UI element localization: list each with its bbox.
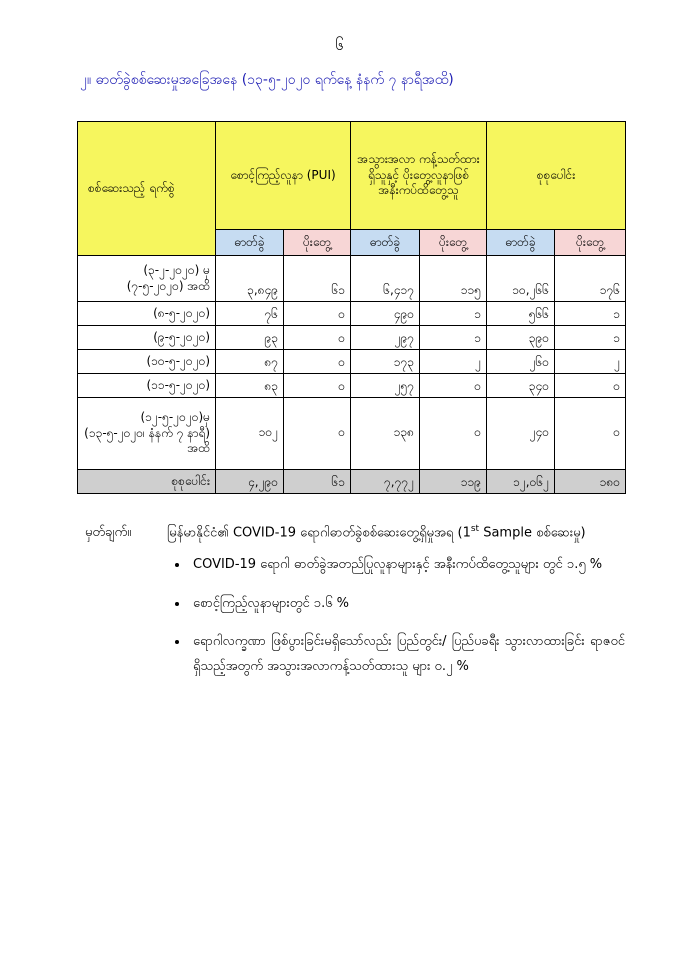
cell-contacts-tested: ၄၉၀: [351, 302, 420, 326]
cell-total-positive: ၂: [555, 350, 626, 374]
table-row: [78, 374, 626, 398]
cell-contacts-positive: ၀: [420, 374, 487, 398]
note-intro-text: မြန်မာနိုင်ငံ၏ COVID-19 ရောဂါဓာတ်ခွဲစစ်ဆေးတွေ့ရှိမှုအရ (1: [167, 525, 471, 541]
cell-pui-positive: ၆၁: [284, 256, 351, 302]
cell-contacts-positive: ၁: [420, 302, 487, 326]
cell-total-tested: ၃၄၀: [487, 374, 555, 398]
cell-pui-tested: ၁၀၂: [216, 398, 284, 470]
note-intro-tail: Sample စစ်ဆေးမှု): [479, 525, 586, 541]
row-date: (၁၁-၅-၂၀၂၀): [78, 374, 216, 398]
note-label: မှတ်ချက်။: [85, 525, 132, 540]
sub-pui-tested: ဓာတ်ခွဲ: [216, 230, 284, 256]
table-row: [78, 350, 626, 374]
cell-pui-tested: ၇၆: [216, 302, 284, 326]
cell-contacts-tested: ၆,၄၁၇: [351, 256, 420, 302]
cell-total-positive: ၁: [555, 326, 626, 350]
cell-contacts-positive: ၂: [420, 350, 487, 374]
total-contacts-tested: ၇,၇၇၂: [351, 470, 420, 494]
sub-total-positive: ပိုးတွေ့: [555, 230, 626, 256]
cell-total-tested: ၂၄၀: [487, 398, 555, 470]
cell-pui-positive: ၀: [284, 350, 351, 374]
page-number: ၆: [335, 36, 344, 54]
note-intro: [167, 523, 625, 543]
row-date: (၃-၂-၂၀၂၀) မှ (၇-၅-၂၀၂၀) အထိ: [78, 256, 216, 302]
cell-contacts-tested: ၁၃၈: [351, 398, 420, 470]
row-date: (၉-၅-၂၀၂၀): [78, 326, 216, 350]
cell-contacts-tested: ၁၇၃: [351, 350, 420, 374]
cell-pui-positive: ၀: [284, 398, 351, 470]
testing-table: [77, 121, 626, 494]
note-bullets: [167, 553, 625, 680]
cell-total-positive: ၁: [555, 302, 626, 326]
total-label: စုစုပေါင်း: [78, 470, 216, 494]
cell-pui-tested: ၈၇: [216, 350, 284, 374]
total-contacts-positive: ၁၁၉: [420, 470, 487, 494]
cell-pui-tested: ၉၃: [216, 326, 284, 350]
table-row: [78, 302, 626, 326]
cell-total-positive: ၀: [555, 374, 626, 398]
header-total: စုစုပေါင်း: [487, 122, 626, 230]
cell-pui-positive: ၀: [284, 374, 351, 398]
list-item: • စောင့်ကြည့်လူနာများတွင် ၁.၆ %: [189, 592, 625, 617]
cell-contacts-positive: ၁: [420, 326, 487, 350]
cell-pui-positive: ၀: [284, 302, 351, 326]
header-pui: စောင့်ကြည့်လူနာ (PUI): [216, 122, 351, 230]
note-intro-sup: st: [470, 524, 480, 534]
cell-total-tested: ၃၉၀: [487, 326, 555, 350]
sub-contacts-positive: ပိုးတွေ့: [420, 230, 487, 256]
row-date: (၁၂-၅-၂၀၂၀)မှ (၁၃-၅-၂၀၂၀၊ နံနက် ၇ နာရီ) အထိ: [78, 398, 216, 470]
cell-contacts-tested: ၂၅၇: [351, 374, 420, 398]
cell-total-tested: ၅၆၆: [487, 302, 555, 326]
cell-total-tested: ၂၆၀: [487, 350, 555, 374]
table-row: [78, 326, 626, 350]
row-date: (၁၀-၅-၂၀၂၀): [78, 350, 216, 374]
total-row: [78, 470, 626, 494]
cell-pui-tested: ၃,၈၄၉: [216, 256, 284, 302]
list-item: • ရောဂါလက္ခဏာ ဖြစ်ပွားခြင်းမရှိသော်လည်း ပြည်တွင်း/ ပြည်ပခရီး သွားလာထားခြင်း ရာဇဝင်ရှိသည့်အတွက် အသွားအလာကန့်သတ်ထားသူ များ ၀.၂ %: [189, 630, 625, 679]
sub-contacts-tested: ဓာတ်ခွဲ: [351, 230, 420, 256]
header-contacts: အသွားအလာ ကန့်သတ်ထားရှိသူနှင့် ပိုးတွေ့လူနာဖြစ် အနီးကပ်ထိတွေ့သူ: [351, 122, 487, 230]
cell-contacts-tested: ၂၉၇: [351, 326, 420, 350]
table-row: [78, 398, 626, 470]
total-total-tested: ၁၂,၀၆၂: [487, 470, 555, 494]
note-section: [85, 523, 625, 694]
cell-pui-positive: ၀: [284, 326, 351, 350]
total-pui-tested: ၄,၂၉၀: [216, 470, 284, 494]
cell-pui-tested: ၈၃: [216, 374, 284, 398]
section-title: ၂။ ဓာတ်ခွဲစစ်ဆေးမှုအခြေအနေ (၁၃-၅-၂၀၂၀ ရက်နေ့ နံနက် ၇ နာရီအထိ): [80, 72, 454, 88]
cell-total-positive: ၀: [555, 398, 626, 470]
total-pui-positive: ၆၁: [284, 470, 351, 494]
cell-total-tested: ၁၀,၂၆၆: [487, 256, 555, 302]
cell-total-positive: ၁၇၆: [555, 256, 626, 302]
sub-pui-positive: ပိုးတွေ့: [284, 230, 351, 256]
total-total-positive: ၁၈၀: [555, 470, 626, 494]
header-date: စစ်ဆေးသည့် ရက်စွဲ: [78, 122, 216, 256]
list-item: • COVID-19 ရောဂါ ဓာတ်ခွဲအတည်ပြုလူနာများနှင့် အနီးကပ်ထိတွေ့သူများ တွင် ၁.၅ %: [189, 553, 625, 578]
cell-contacts-positive: ၁၁၅: [420, 256, 487, 302]
sub-total-tested: ဓာတ်ခွဲ: [487, 230, 555, 256]
cell-contacts-positive: ၀: [420, 398, 487, 470]
table-row: [78, 256, 626, 302]
row-date: (၈-၅-၂၀၂၀): [78, 302, 216, 326]
